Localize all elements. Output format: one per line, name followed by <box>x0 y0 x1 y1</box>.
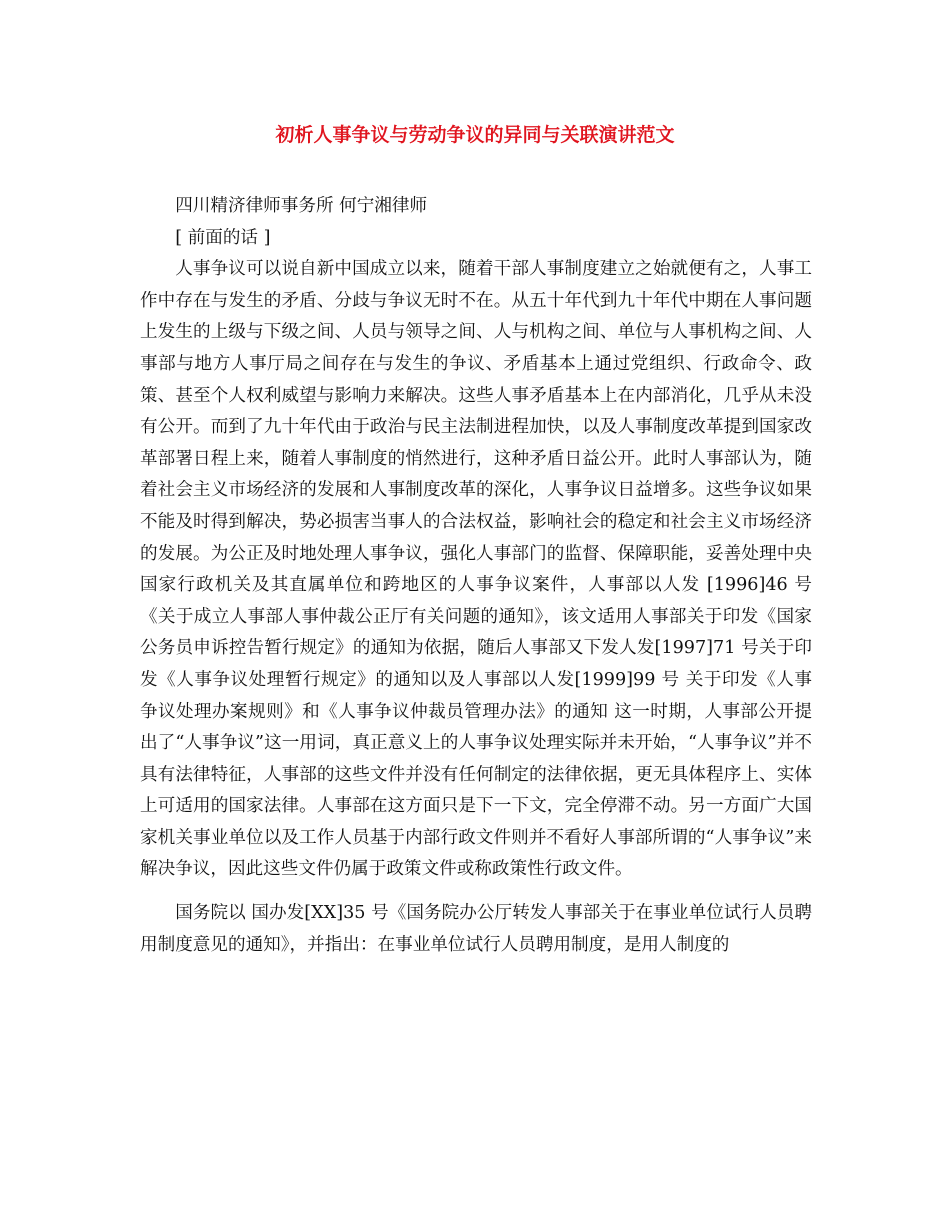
document-title: 初析人事争议与劳动争议的异同与关联演讲范文 <box>275 124 675 146</box>
preface-label: [ 前面的话 ] <box>175 227 271 248</box>
document-body <box>140 191 812 961</box>
author-line: 四川精济律师事务所 何宁湘律师 <box>175 196 428 216</box>
paragraph-2: 国务院以 国办发[XX]35 号《国务院办公厅转发人事部关于在事业单位试行人员聘用制度意见的通知》，并指出：在事业单位试行人员聘用制度，是用人制度的 <box>140 903 812 955</box>
paragraph-1: 人事争议可以说自新中国成立以来，随着干部人事制度建立之始就便有之，人事工作中存在与发生的矛盾、分歧与争议无时不在。从五十年代到九十年代中期在人事问题上发生的上级与下级之间、人员与领导之间、人与机构之间、单位与人事机构之间、人事部与地方人事厅局之间存在与发生的争议、矛盾基本上通过党组织、行政命令、政策、甚至个人权利威望与影响力来解决。这些人事矛盾基本上在内部消化，几乎从未没有公开。而到了九十年代由于政治与民主法制进程加快，以及人事制度改革提到国家改革部署日程上来，随着人事制度的悄然进行，这种矛盾日益公开。此时人事部认为，随着社会主义市场经济的发展和人事制度改革的深化，人事争议日益增多。这些争议如果不能及时得到解决，势必损害当事人的合法权益，影响社会的稳定和社会主义市场经济的发展。为公正及时地处理人事争议，强化人事部门的监督、保障职能，妥善处理中央国家行政机关及其直属单位和跨地区的人事争议案件，人事部以人发 [1996]46 号《关于成立人事部人事仲裁公正厅有关问题的通知》，该文适用人事部关于印发《国家公务员申诉控告暂行规定》的通知为依据，随后人事部又下发人发[1997]71 号关于印发《人事争议处理暂行规定》的通知以及人事部以人发[1999]99 号 关于印发《人事争议处理办案规则》和《人事争议仲裁员管理办法》的通知 这一时期，人事部公开提出了“人事争议”这一用词，真正意义上的人事争议处理实际并未开始，“人事争议”并不具有法律特征，人事部的这些文件并没有任何制定的法律依据，更无具体程序上、实体上可适用的国家法律。人事部在这方面只是下一下文，完全停滞不动。另一方面广大国家机关事业单位以及工作人员基于内部行政文件则并不看好人事部所谓的“人事争议”来解决争议，因此这些文件仍属于政策文件或称政策性行政文件。 <box>140 259 812 880</box>
